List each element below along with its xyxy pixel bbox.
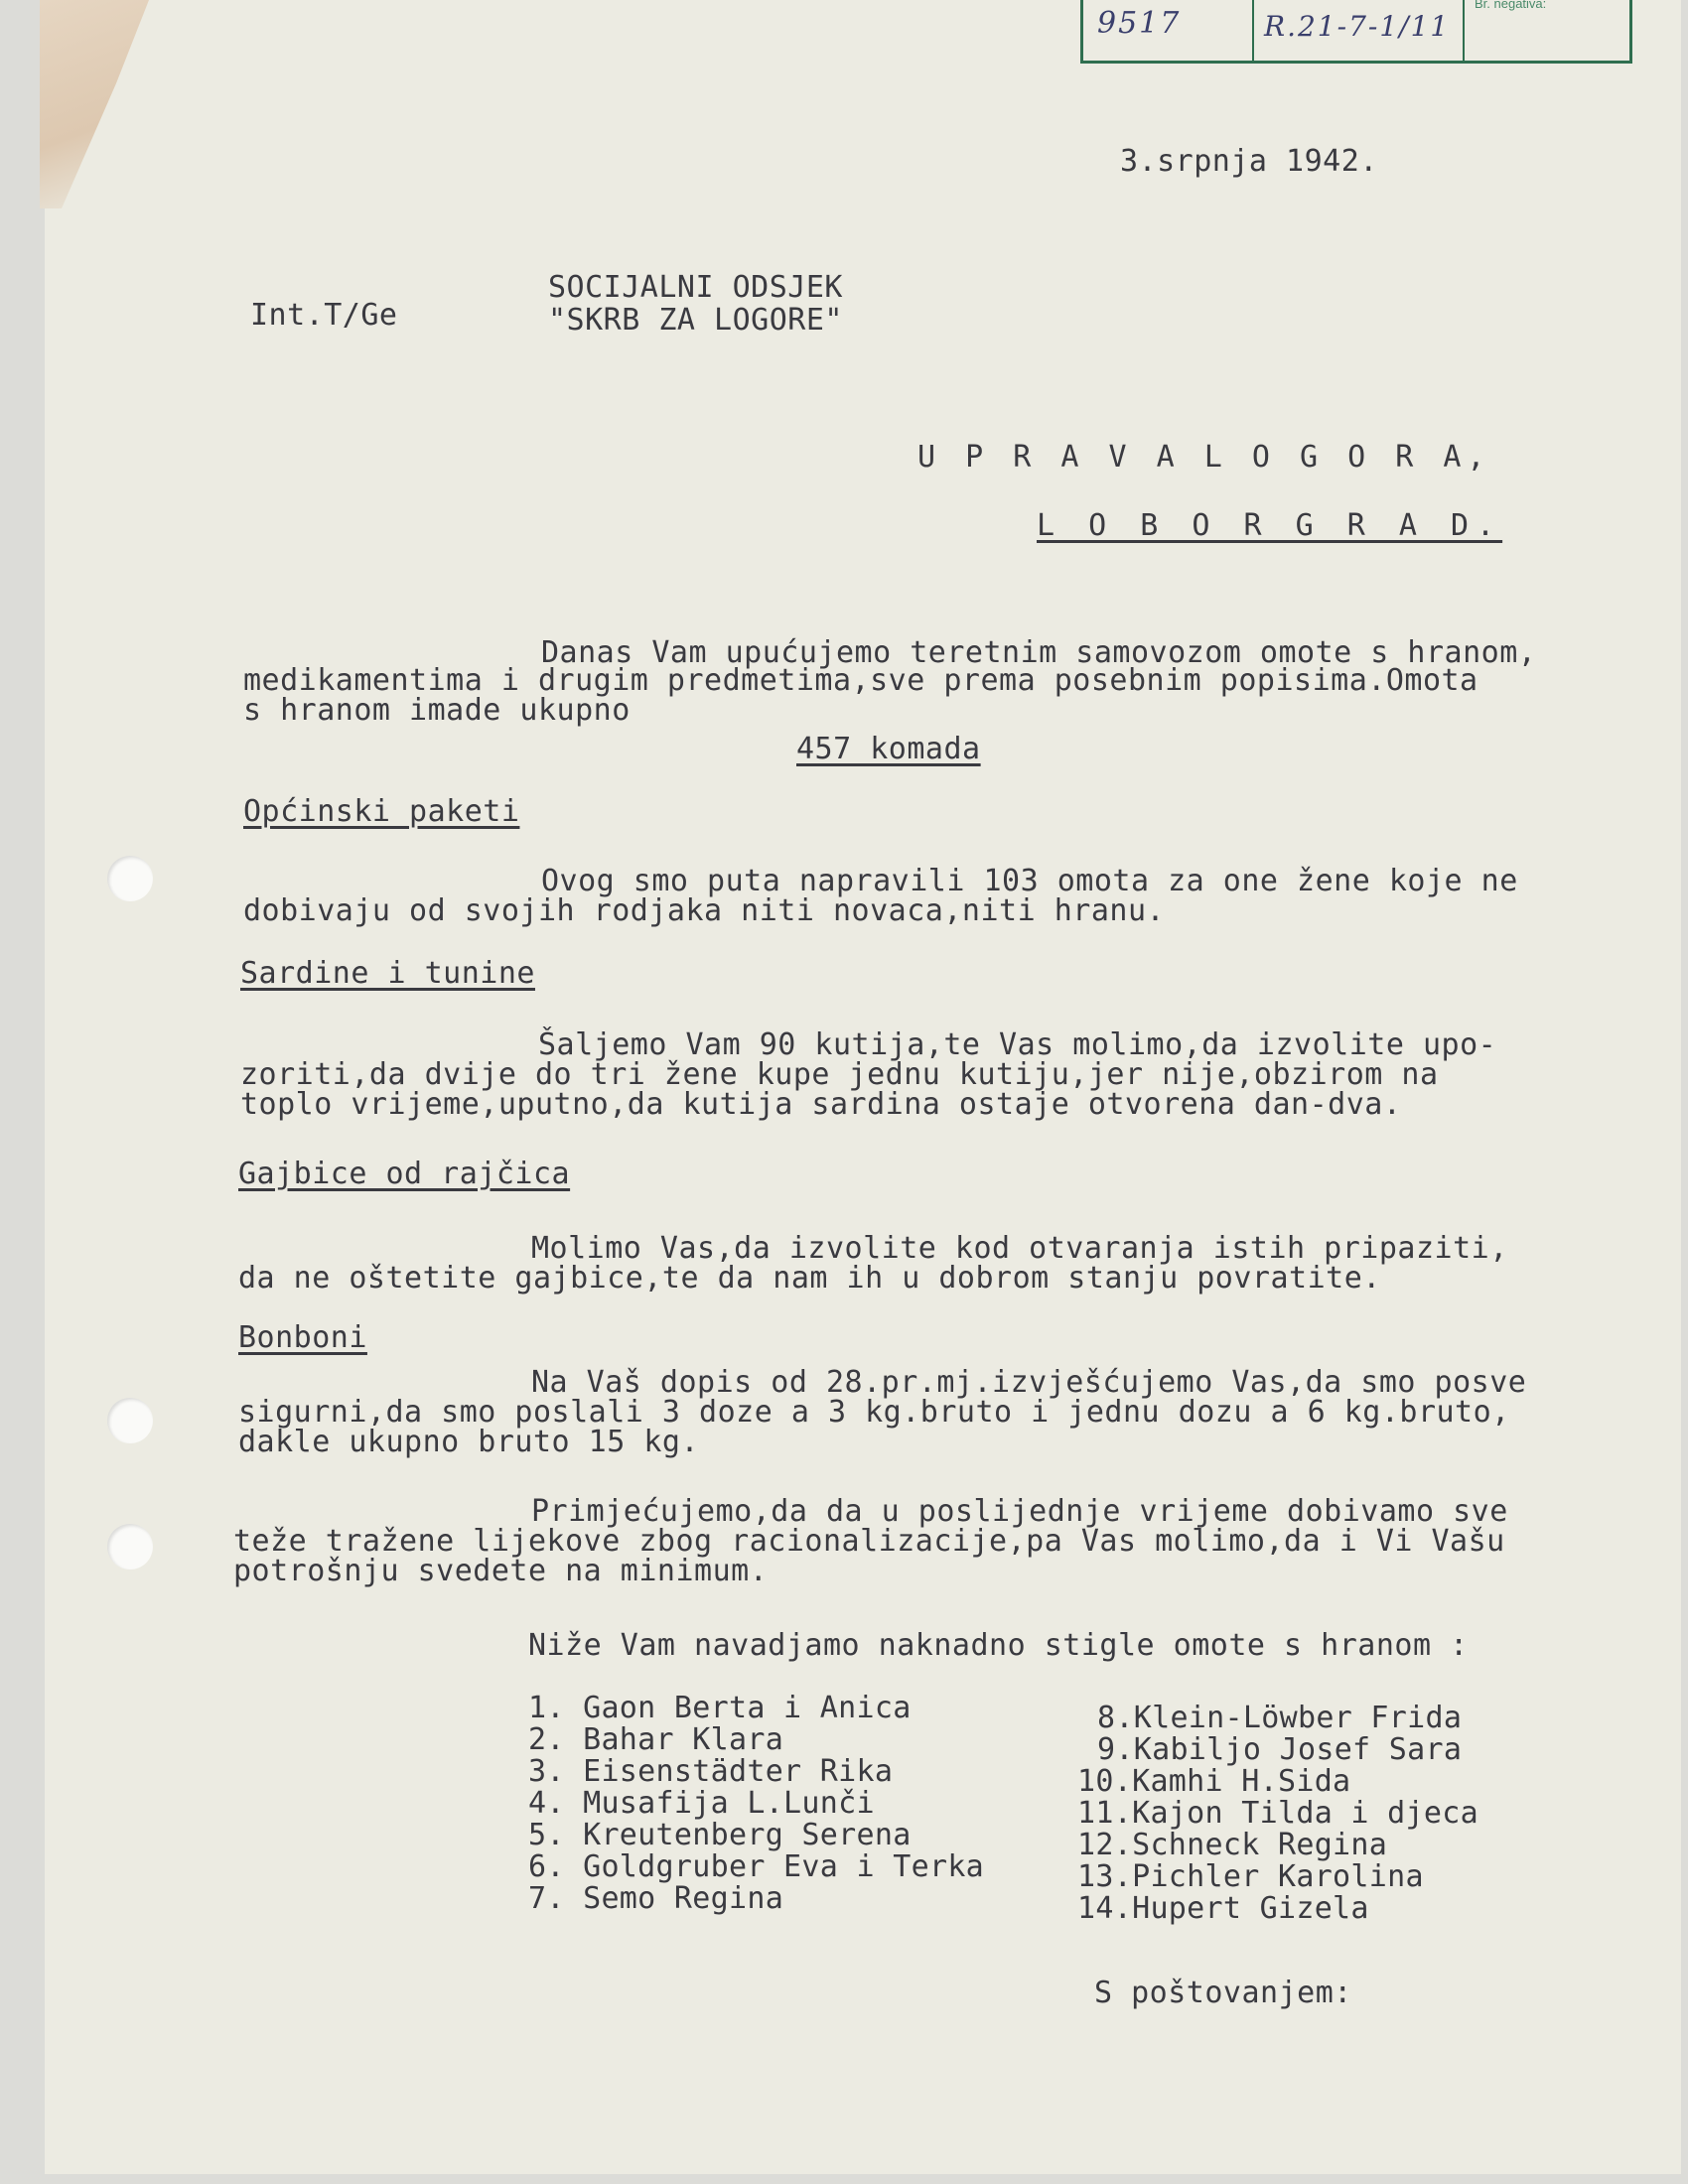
list-item: 4. Musafija L.Lunči (528, 1786, 875, 1821)
intro-line: s hranom imade ukupno (243, 693, 631, 728)
section-heading-crates: Gajbice od rajčica (238, 1157, 571, 1191)
letter-date: 3.srpnja 1942. (1120, 144, 1378, 179)
section-heading-municipal: Općinski paketi (243, 794, 520, 829)
section-line: sigurni,da smo poslali 3 doze a 3 kg.bruto i jednu dozu a 6 kg.bruto, (238, 1395, 1510, 1430)
stamp-signature-cell (1254, 0, 1465, 61)
section-line: toplo vrijeme,uputno,da kutija sardina ostaje otvorena dan-dva. (240, 1087, 1402, 1122)
remark-line: potrošnju svedete na minimum. (233, 1554, 769, 1588)
recipient-line2: L O B O R G R A D. (1037, 508, 1503, 543)
punch-hole (107, 856, 153, 901)
stamp-negative-label: Br. negativa: (1475, 0, 1547, 11)
section-heading-candy: Bonboni (238, 1320, 367, 1355)
stamp-signature: R.21-7-1/11 (1264, 10, 1451, 43)
stamp-negative-cell (1465, 0, 1629, 61)
section-line: dobivaju od svojih rodjaka niti novaca,niti hranu. (243, 893, 1166, 928)
punch-hole (107, 1398, 153, 1443)
list-item: 13.Pichler Karolina (1077, 1859, 1424, 1894)
list-intro: Niže Vam navadjamo naknadno stigle omote s hranom : (528, 1628, 1469, 1663)
department-subtitle: "SKRB ZA LOGORE" (548, 303, 843, 338)
list-item: 12.Schneck Regina (1077, 1828, 1388, 1862)
closing-salutation: S poštovanjem: (1094, 1976, 1352, 2010)
section-line: da ne oštetite gajbice,te da nam ih u dobrom stanju povratite. (238, 1261, 1381, 1296)
list-item: 6. Goldgruber Eva i Terka (528, 1849, 985, 1884)
list-item: 9.Kabiljo Josef Sara (1097, 1732, 1463, 1767)
list-item: 7. Semo Regina (528, 1881, 784, 1916)
list-item: 2. Bahar Klara (528, 1722, 784, 1757)
list-item: 11.Kajon Tilda i djeca (1077, 1796, 1478, 1831)
package-count: 457 komada (796, 732, 981, 766)
section-line: dakle ukupno bruto 15 kg. (238, 1425, 700, 1459)
stamp-number-cell (1083, 0, 1254, 61)
section-line: Ovog smo puta napravili 103 omota za one žene koje ne (541, 864, 1518, 898)
list-item: 1. Gaon Berta i Anica (528, 1691, 912, 1725)
department-name: SOCIJALNI ODSJEK (548, 270, 843, 305)
punch-hole (107, 1524, 153, 1570)
section-line: Na Vaš dopis od 28.pr.mj.izvješćujemo Vas,da smo posve (531, 1365, 1527, 1400)
list-item: 5. Kreutenberg Serena (528, 1818, 912, 1852)
section-line: zoriti,da dvije do tri žene kupe jednu kutiju,jer nije,obzirom na (240, 1057, 1439, 1092)
stamp-number: 9517 (1097, 6, 1182, 41)
list-item: 10.Kamhi H.Sida (1077, 1764, 1351, 1799)
list-item: 8.Klein-Löwber Frida (1097, 1701, 1463, 1735)
section-line: Molimo Vas,da izvolite kod otvaranja istih pripaziti, (531, 1231, 1508, 1266)
section-line: Šaljemo Vam 90 kutija,te Vas molimo,da izvolite upo- (538, 1027, 1497, 1062)
archive-stamp (1080, 0, 1632, 64)
remark-line: teže tražene lijekove zbog racionalizacije,pa Vas molimo,da i Vi Vašu (233, 1524, 1505, 1559)
reference-code: Int.T/Ge (250, 298, 398, 333)
section-heading-sardines: Sardine i tunine (240, 956, 535, 991)
list-item: 14.Hupert Gizela (1077, 1891, 1369, 1926)
list-item: 3. Eisenstädter Rika (528, 1754, 894, 1789)
intro-line: medikamentima i drugim predmetima,sve prema posebnim popisima.Omota (243, 663, 1478, 698)
intro-line: Danas Vam upućujemo teretnim samovozom omote s hranom, (541, 635, 1537, 670)
remark-line: Primjećujemo,da da u poslijednje vrijeme dobivamo sve (531, 1494, 1508, 1529)
recipient-line1: U P R A V A L O G O R A, (917, 440, 1491, 475)
